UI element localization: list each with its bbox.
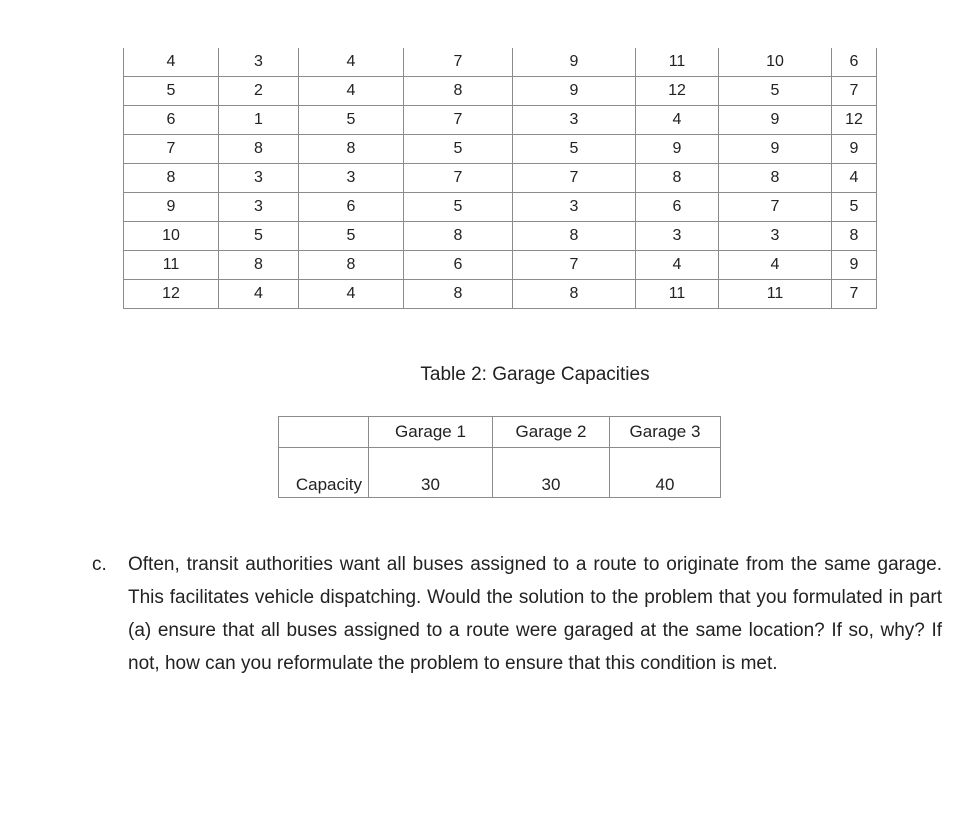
table-cell: 9 <box>832 135 877 164</box>
table-cell: 6 <box>636 193 719 222</box>
table-cell: 8 <box>636 164 719 193</box>
table-caption: Table 2: Garage Capacities <box>420 364 650 385</box>
header-cell-empty <box>279 417 369 448</box>
table-cell: 8 <box>219 251 299 280</box>
table-cell: 7 <box>124 135 219 164</box>
table-cell: 12 <box>636 77 719 106</box>
table-cell: 8 <box>513 222 636 251</box>
table-cell: 12 <box>832 106 877 135</box>
table-cell: 3 <box>719 222 832 251</box>
capacity-garage-3: 40 <box>610 448 721 498</box>
capacity-garage-1: 30 <box>369 448 493 498</box>
table-cell: 5 <box>719 77 832 106</box>
table-cell: 4 <box>636 251 719 280</box>
route-data-table-body <box>124 48 877 309</box>
table-cell: 9 <box>513 77 636 106</box>
table-cell: 11 <box>719 280 832 309</box>
table-cell: 8 <box>299 251 404 280</box>
table-cell: 3 <box>513 193 636 222</box>
table-cell: 5 <box>299 106 404 135</box>
table-cell: 4 <box>832 164 877 193</box>
question-text: Often, transit authorities want all buses assigned to a route to originate from the same garage. This facilitates vehicle dispatching. Would the solution to the problem that you formulated in part (a) ensure that all buses assigned to a route were garaged at the same location? If so, why? If not, how can you reformulate the problem to ensure that this condition is met. <box>128 554 942 674</box>
table-cell: 5 <box>404 135 513 164</box>
table-cell: 7 <box>404 106 513 135</box>
table-cell: 4 <box>124 48 219 77</box>
table-cell: 4 <box>299 280 404 309</box>
table-cell: 7 <box>404 164 513 193</box>
table-cell: 7 <box>832 280 877 309</box>
table-cell: 9 <box>719 106 832 135</box>
table-cell: 7 <box>513 164 636 193</box>
table-cell: 5 <box>299 222 404 251</box>
header-cell-garage-2: Garage 2 <box>493 417 610 448</box>
table-cell: 12 <box>124 280 219 309</box>
capacity-garage-2: 30 <box>493 448 610 498</box>
table-cell: 9 <box>513 48 636 77</box>
table-cell: 3 <box>299 164 404 193</box>
table-cell: 8 <box>404 280 513 309</box>
table-cell: 3 <box>513 106 636 135</box>
table-row <box>124 222 877 251</box>
table-cell: 5 <box>404 193 513 222</box>
table-cell: 5 <box>219 222 299 251</box>
table-cell: 7 <box>404 48 513 77</box>
table-cell: 4 <box>219 280 299 309</box>
table-cell: 8 <box>404 77 513 106</box>
table-cell: 8 <box>719 164 832 193</box>
table-cell: 4 <box>299 77 404 106</box>
table-row <box>124 164 877 193</box>
table-cell: 4 <box>636 106 719 135</box>
route-data-table <box>123 48 877 309</box>
table-cell: 4 <box>299 48 404 77</box>
table-cell: 4 <box>719 251 832 280</box>
header-cell-garage-1: Garage 1 <box>369 417 493 448</box>
capacity-row-label: Capacity <box>279 448 369 498</box>
question-c <box>92 548 942 680</box>
table-cell: 3 <box>219 164 299 193</box>
table-row <box>124 48 877 77</box>
capacity-data-row <box>279 448 721 498</box>
table-row <box>124 193 877 222</box>
table-cell: 8 <box>219 135 299 164</box>
table-row <box>124 135 877 164</box>
table-cell: 3 <box>219 48 299 77</box>
table-cell: 7 <box>832 77 877 106</box>
table-cell: 6 <box>404 251 513 280</box>
table-cell: 8 <box>299 135 404 164</box>
table-cell: 6 <box>124 106 219 135</box>
table-row <box>124 280 877 309</box>
question-marker: c. <box>92 554 107 575</box>
table-cell: 6 <box>832 48 877 77</box>
table-cell: 9 <box>832 251 877 280</box>
table-cell: 9 <box>719 135 832 164</box>
capacity-header-row <box>279 417 721 448</box>
table-cell: 11 <box>636 48 719 77</box>
table-row <box>124 251 877 280</box>
table-cell: 8 <box>124 164 219 193</box>
table-cell: 11 <box>124 251 219 280</box>
table-cell: 6 <box>299 193 404 222</box>
table-row <box>124 106 877 135</box>
table-cell: 1 <box>219 106 299 135</box>
table-cell: 8 <box>832 222 877 251</box>
table-cell: 9 <box>124 193 219 222</box>
table-cell: 3 <box>219 193 299 222</box>
table-cell: 8 <box>513 280 636 309</box>
table-cell: 5 <box>832 193 877 222</box>
table-cell: 5 <box>513 135 636 164</box>
header-cell-garage-3: Garage 3 <box>610 417 721 448</box>
table-cell: 10 <box>719 48 832 77</box>
table-cell: 3 <box>636 222 719 251</box>
table-cell: 7 <box>513 251 636 280</box>
table-cell: 10 <box>124 222 219 251</box>
table-cell: 5 <box>124 77 219 106</box>
table-cell: 7 <box>719 193 832 222</box>
table-cell: 2 <box>219 77 299 106</box>
table-cell: 8 <box>404 222 513 251</box>
table-cell: 9 <box>636 135 719 164</box>
table-row <box>124 77 877 106</box>
table-cell: 11 <box>636 280 719 309</box>
garage-capacity-table <box>278 416 721 498</box>
